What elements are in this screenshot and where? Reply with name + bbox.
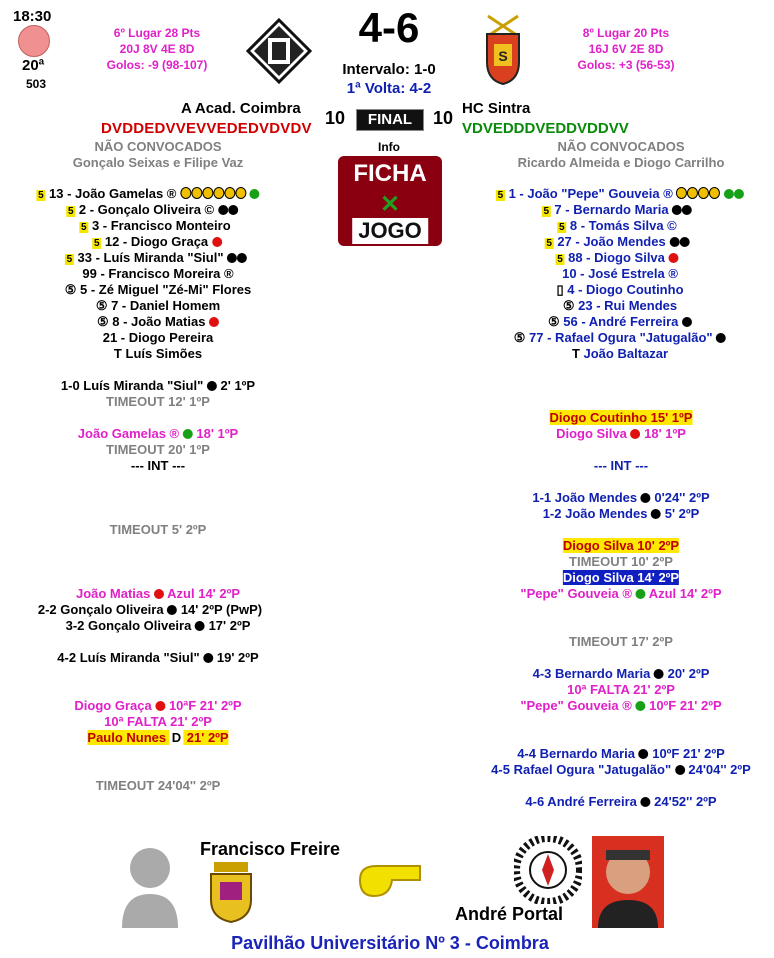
- home-event: TIMEOUT 24'04'' 2ºP: [95, 778, 221, 793]
- halftime-score: Intervalo: 1-0: [342, 61, 436, 78]
- roster-player: 2 - Gonçalo Oliveira ©: [78, 202, 215, 217]
- referee2-photo: [592, 836, 664, 928]
- shirt-icon: 5: [81, 222, 87, 233]
- referee1-avatar-icon: [118, 838, 182, 928]
- away-fouls: 10: [433, 108, 454, 128]
- roster-player: 7 - Bernardo Maria: [554, 202, 669, 217]
- roster-player: 7 - Daniel Homem: [111, 298, 221, 313]
- whistle-icon: [356, 858, 424, 900]
- home-event: 1-0 Luís Miranda "Siul" 2' 1ºP: [60, 378, 256, 393]
- roster-player: 10 - José Estrela ®: [562, 266, 678, 281]
- competition-badge-icon: [18, 25, 50, 57]
- away-roster: 5 1 - João "Pepe" Gouveia ® 5 7 - Bernardo Maria 5 8 - Tomás Silva © 5 27 - João Mendes 5 88 - Diogo Silva 10 - José Estrela ® ▯ 4 - Diogo Coutinho ⑤ 23 - Rui Mendes ⑤ 56 - André Ferreira ⑤ 77 - Rafael Ogura "Jatugalão" T João Baltazar: [470, 186, 770, 362]
- away-standing-line2: 16J 6V 2E 8D: [588, 42, 664, 56]
- home-event: TIMEOUT 20' 1ºP: [106, 442, 210, 457]
- away-event: 4-6 André Ferreira 24'52'' 2ºP: [525, 794, 717, 809]
- away-team-name[interactable]: HC Sintra: [462, 100, 531, 117]
- roster-player: 8 - João Matias: [112, 314, 206, 329]
- away-event: 4-5 Rafael Ogura "Jatugalão" 24'04'' 2ºP: [491, 762, 751, 777]
- roster-player: 5 - Zé Miguel "Zé-Mi" Flores: [80, 282, 252, 297]
- away-event: TIMEOUT 10' 2ºP: [569, 554, 673, 569]
- roster-player: 27 - João Mendes: [557, 234, 666, 249]
- roster-player: 23 - Rui Mendes: [578, 298, 678, 313]
- status-badge: FINAL: [356, 109, 424, 131]
- roster-player: 8 - Tomás Silva ©: [569, 218, 677, 233]
- home-team-name[interactable]: A Acad. Coimbra: [181, 100, 301, 117]
- home-event: Paulo Nunes D 21' 2ºP: [87, 730, 229, 745]
- home-standing-line3: Golos: -9 (98-107): [106, 58, 208, 72]
- away-standing-line1: 8º Lugar 20 Pts: [582, 26, 670, 40]
- away-event: TIMEOUT 17' 2ºP: [569, 634, 673, 649]
- coat-of-arms-icon: [206, 860, 256, 924]
- substitute-icon: ⑤: [64, 282, 77, 297]
- roster-player: 3 - Francisco Monteiro: [91, 218, 231, 233]
- away-event: Diogo Silva 14' 2ºP: [562, 570, 680, 585]
- referee2-name: André Portal: [455, 904, 564, 924]
- referee1-name: Francisco Freire: [200, 839, 341, 859]
- venue-name: Pavilhão Universitário Nº 3 - Coimbra: [231, 933, 549, 953]
- away-event: --- INT ---: [593, 458, 649, 473]
- home-event: TIMEOUT 5' 2ºP: [109, 522, 207, 537]
- referee-association-logo-icon: [514, 836, 582, 904]
- roster-player: 33 - Luís Miranda "Siul": [77, 250, 224, 265]
- home-standing-line2: 20J 8V 4E 8D: [119, 42, 195, 56]
- away-event: 1-1 João Mendes 0'24'' 2ºP: [532, 490, 710, 505]
- roster-player: 1 - João "Pepe" Gouveia ®: [508, 186, 673, 201]
- cross-icon: ✕: [379, 191, 401, 218]
- roster-player: 4 - Diogo Coutinho: [567, 282, 684, 297]
- home-event: 4-2 Luís Miranda "Siul" 19' 2ºP: [57, 650, 259, 665]
- away-event: 4-3 Bernardo Maria 20' 2ºP: [532, 666, 710, 681]
- substitute-icon: ⑤: [95, 298, 108, 313]
- ficha-jogo-logo[interactable]: FICHA ✕ JOGO: [338, 156, 442, 246]
- first-leg-score: 1ª Volta: 4-2: [346, 80, 432, 97]
- home-form: DVDDEDVVEVVEDEDVDVDV: [101, 120, 312, 137]
- home-event: João Gamelas ® 18' 1ºP: [77, 426, 239, 441]
- round-number: 20ª: [22, 57, 45, 74]
- svg-text:S: S: [498, 48, 508, 64]
- roster-player: 21 - Diogo Pereira: [102, 330, 214, 345]
- home-event: --- INT ---: [130, 458, 186, 473]
- roster-player: 77 - Rafael Ogura "Jatugalão": [529, 330, 713, 345]
- roster-player: 56 - André Ferreira: [563, 314, 679, 329]
- away-event: 10ª FALTA 21' 2ºP: [567, 682, 675, 697]
- away-event: 1-2 João Mendes 5' 2ºP: [542, 506, 700, 521]
- roster-player: 13 - João Gamelas ®: [49, 186, 177, 201]
- home-roster: [0, 186, 300, 362]
- info-link[interactable]: Info: [378, 140, 400, 154]
- shirt-icon: 5: [66, 254, 73, 265]
- game-id: 503: [26, 77, 47, 91]
- away-standing-line3: Golos: +3 (56-53): [577, 58, 675, 72]
- away-club-logo-icon[interactable]: [482, 14, 524, 86]
- substitute-icon: ⑤: [96, 314, 109, 329]
- away-event: Diogo Coutinho 15' 1ºP: [549, 410, 693, 425]
- shirt-icon: 5: [67, 206, 74, 217]
- home-event: 3-2 Gonçalo Oliveira 17' 2ºP: [65, 618, 251, 633]
- home-event: Diogo Graça 10ªF 21' 2ºP: [74, 698, 242, 713]
- roster-player: 99 - Francisco Moreira ®: [82, 266, 234, 281]
- home-standing-line1: 6º Lugar 28 Pts: [113, 26, 201, 40]
- roster-player: 88 - Diogo Silva: [568, 250, 665, 265]
- away-not-called: Ricardo Almeida e Diogo Carrilho: [517, 155, 725, 170]
- home-fouls: 10: [325, 108, 346, 128]
- home-club-logo-icon[interactable]: [246, 18, 312, 84]
- home-event: 2-2 Gonçalo Oliveira 14' 2ºP (PwP): [37, 602, 263, 617]
- home-event: João Matias Azul 14' 2ºP: [75, 586, 241, 601]
- away-event: 4-4 Bernardo Maria 10ºF 21' 2ºP: [517, 746, 725, 761]
- home-event: TIMEOUT 12' 1ºP: [106, 394, 210, 409]
- away-not-called-title: NÃO CONVOCADOS: [557, 139, 685, 154]
- home-event: 10ª FALTA 21' 2ºP: [104, 714, 212, 729]
- roster-player: 12 - Diogo Graça: [104, 234, 209, 249]
- home-not-called-title: NÃO CONVOCADOS: [94, 139, 222, 154]
- shirt-icon: 5: [93, 238, 100, 249]
- coach-icon: T: [113, 346, 122, 361]
- shirt-icon: 5: [38, 190, 44, 201]
- away-event: "Pepe" Gouveia ® 10ºF 21' 2ºP: [520, 698, 722, 713]
- roster-coach: Luís Simões: [125, 346, 203, 361]
- match-time: 18:30: [13, 8, 52, 25]
- away-event: Diogo Silva 18' 1ºP: [556, 426, 686, 441]
- roster-coach: João Baltazar: [583, 346, 669, 361]
- home-not-called: Gonçalo Seixas e Filipe Vaz: [72, 155, 244, 170]
- final-score: 4-6: [358, 4, 420, 51]
- away-form: VDVEDDDVEDDVDDVV: [462, 120, 629, 137]
- away-event: Diogo Silva 10' 2ºP: [562, 538, 680, 553]
- away-event: "Pepe" Gouveia ® Azul 14' 2ºP: [520, 586, 722, 601]
